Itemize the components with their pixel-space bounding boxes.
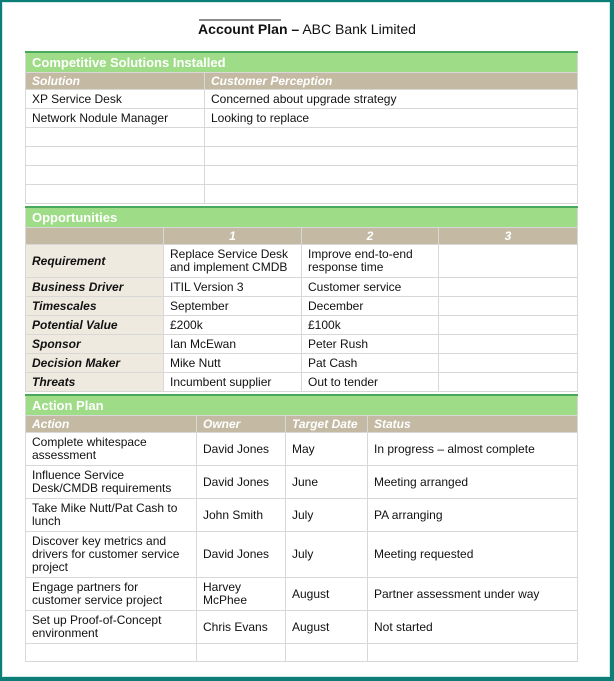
row-label: Business Driver [26,278,164,297]
opportunity-cell: Out to tender [302,373,439,392]
status-cell: Meeting requested [368,532,578,578]
opportunity-cell: Pat Cash [302,354,439,373]
date-cell: July [286,532,368,578]
opportunity-cell: Replace Service Desk and implement CMDB [164,245,302,278]
title-bold: Account Plan [198,21,288,37]
owner-cell: David Jones [197,466,286,499]
perception-cell: Concerned about upgrade strategy [205,90,578,109]
table-row [26,611,578,644]
date-cell: July [286,499,368,532]
opportunity-cell [439,297,578,316]
action-plan-table [25,394,578,662]
table-row [26,532,578,578]
date-cell: August [286,578,368,611]
table-row [26,373,578,392]
empty-row [26,147,578,166]
date-cell: August [286,611,368,644]
table-row [26,90,578,109]
status-cell: Meeting arranged [368,466,578,499]
action-cell: Set up Proof-of-Concept environment [26,611,197,644]
page-title [3,21,610,37]
opportunity-col-1: 1 [164,228,302,245]
competitive-heading: Competitive Solutions Installed [26,52,578,73]
action-cell: Influence Service Desk/CMDB requirements [26,466,197,499]
owner-cell: Harvey McPhee [197,578,286,611]
col-action: Action [26,416,197,433]
row-label: Threats [26,373,164,392]
action-cell: Discover key metrics and drivers for customer service project [26,532,197,578]
opportunities-heading: Opportunities [26,207,578,228]
owner-cell: David Jones [197,433,286,466]
table-row [26,109,578,128]
table-row [26,297,578,316]
action-cell: Take Mike Nutt/Pat Cash to lunch [26,499,197,532]
opportunity-cell: Incumbent supplier [164,373,302,392]
opportunity-cell [439,316,578,335]
solution-cell: XP Service Desk [26,90,205,109]
opportunity-cell: £100k [302,316,439,335]
row-label: Sponsor [26,335,164,354]
opportunity-cell [439,245,578,278]
row-label: Potential Value [26,316,164,335]
perception-cell: Looking to replace [205,109,578,128]
col-solution: Solution [26,73,205,90]
action-cell: Complete whitespace assessment [26,433,197,466]
opportunities-table [25,206,578,392]
row-label: Timescales [26,297,164,316]
status-cell: PA arranging [368,499,578,532]
empty-row [26,128,578,147]
date-cell: May [286,433,368,466]
owner-cell: Chris Evans [197,611,286,644]
owner-cell: David Jones [197,532,286,578]
opportunity-cell: Ian McEwan [164,335,302,354]
col-owner: Owner [197,416,286,433]
row-label: Requirement [26,245,164,278]
opportunity-cell [439,278,578,297]
action-plan-heading: Action Plan [26,395,578,416]
solution-cell: Network Nodule Manager [26,109,205,128]
table-row [26,316,578,335]
opportunity-cell: Mike Nutt [164,354,302,373]
empty-row [26,166,578,185]
empty-row [26,644,578,662]
owner-cell: John Smith [197,499,286,532]
action-cell: Engage partners for customer service project [26,578,197,611]
table-row [26,433,578,466]
col-customer-perception: Customer Perception [205,73,578,90]
opportunity-cell: Improve end-to-end response time [302,245,439,278]
col-status: Status [368,416,578,433]
opportunity-cell: December [302,297,439,316]
opportunity-cell [439,335,578,354]
table-row [26,499,578,532]
table-row [26,354,578,373]
col-target-date: Target Date [286,416,368,433]
opportunity-cell: ITIL Version 3 [164,278,302,297]
table-row [26,578,578,611]
opportunity-label-header [26,228,164,245]
status-cell: In progress – almost complete [368,433,578,466]
opportunity-cell [439,354,578,373]
opportunity-col-3: 3 [439,228,578,245]
title-company: ABC Bank Limited [302,21,416,37]
opportunity-col-2: 2 [302,228,439,245]
empty-row [26,185,578,204]
document-page [2,2,610,677]
status-cell: Partner assessment under way [368,578,578,611]
opportunity-cell [439,373,578,392]
table-row [26,278,578,297]
table-row [26,335,578,354]
competitive-solutions-table [25,51,578,204]
table-row [26,466,578,499]
opportunity-cell: Customer service [302,278,439,297]
row-label: Decision Maker [26,354,164,373]
title-dash: – [291,21,300,37]
opportunity-cell: September [164,297,302,316]
opportunity-cell: £200k [164,316,302,335]
table-row [26,245,578,278]
date-cell: June [286,466,368,499]
opportunity-cell: Peter Rush [302,335,439,354]
status-cell: Not started [368,611,578,644]
